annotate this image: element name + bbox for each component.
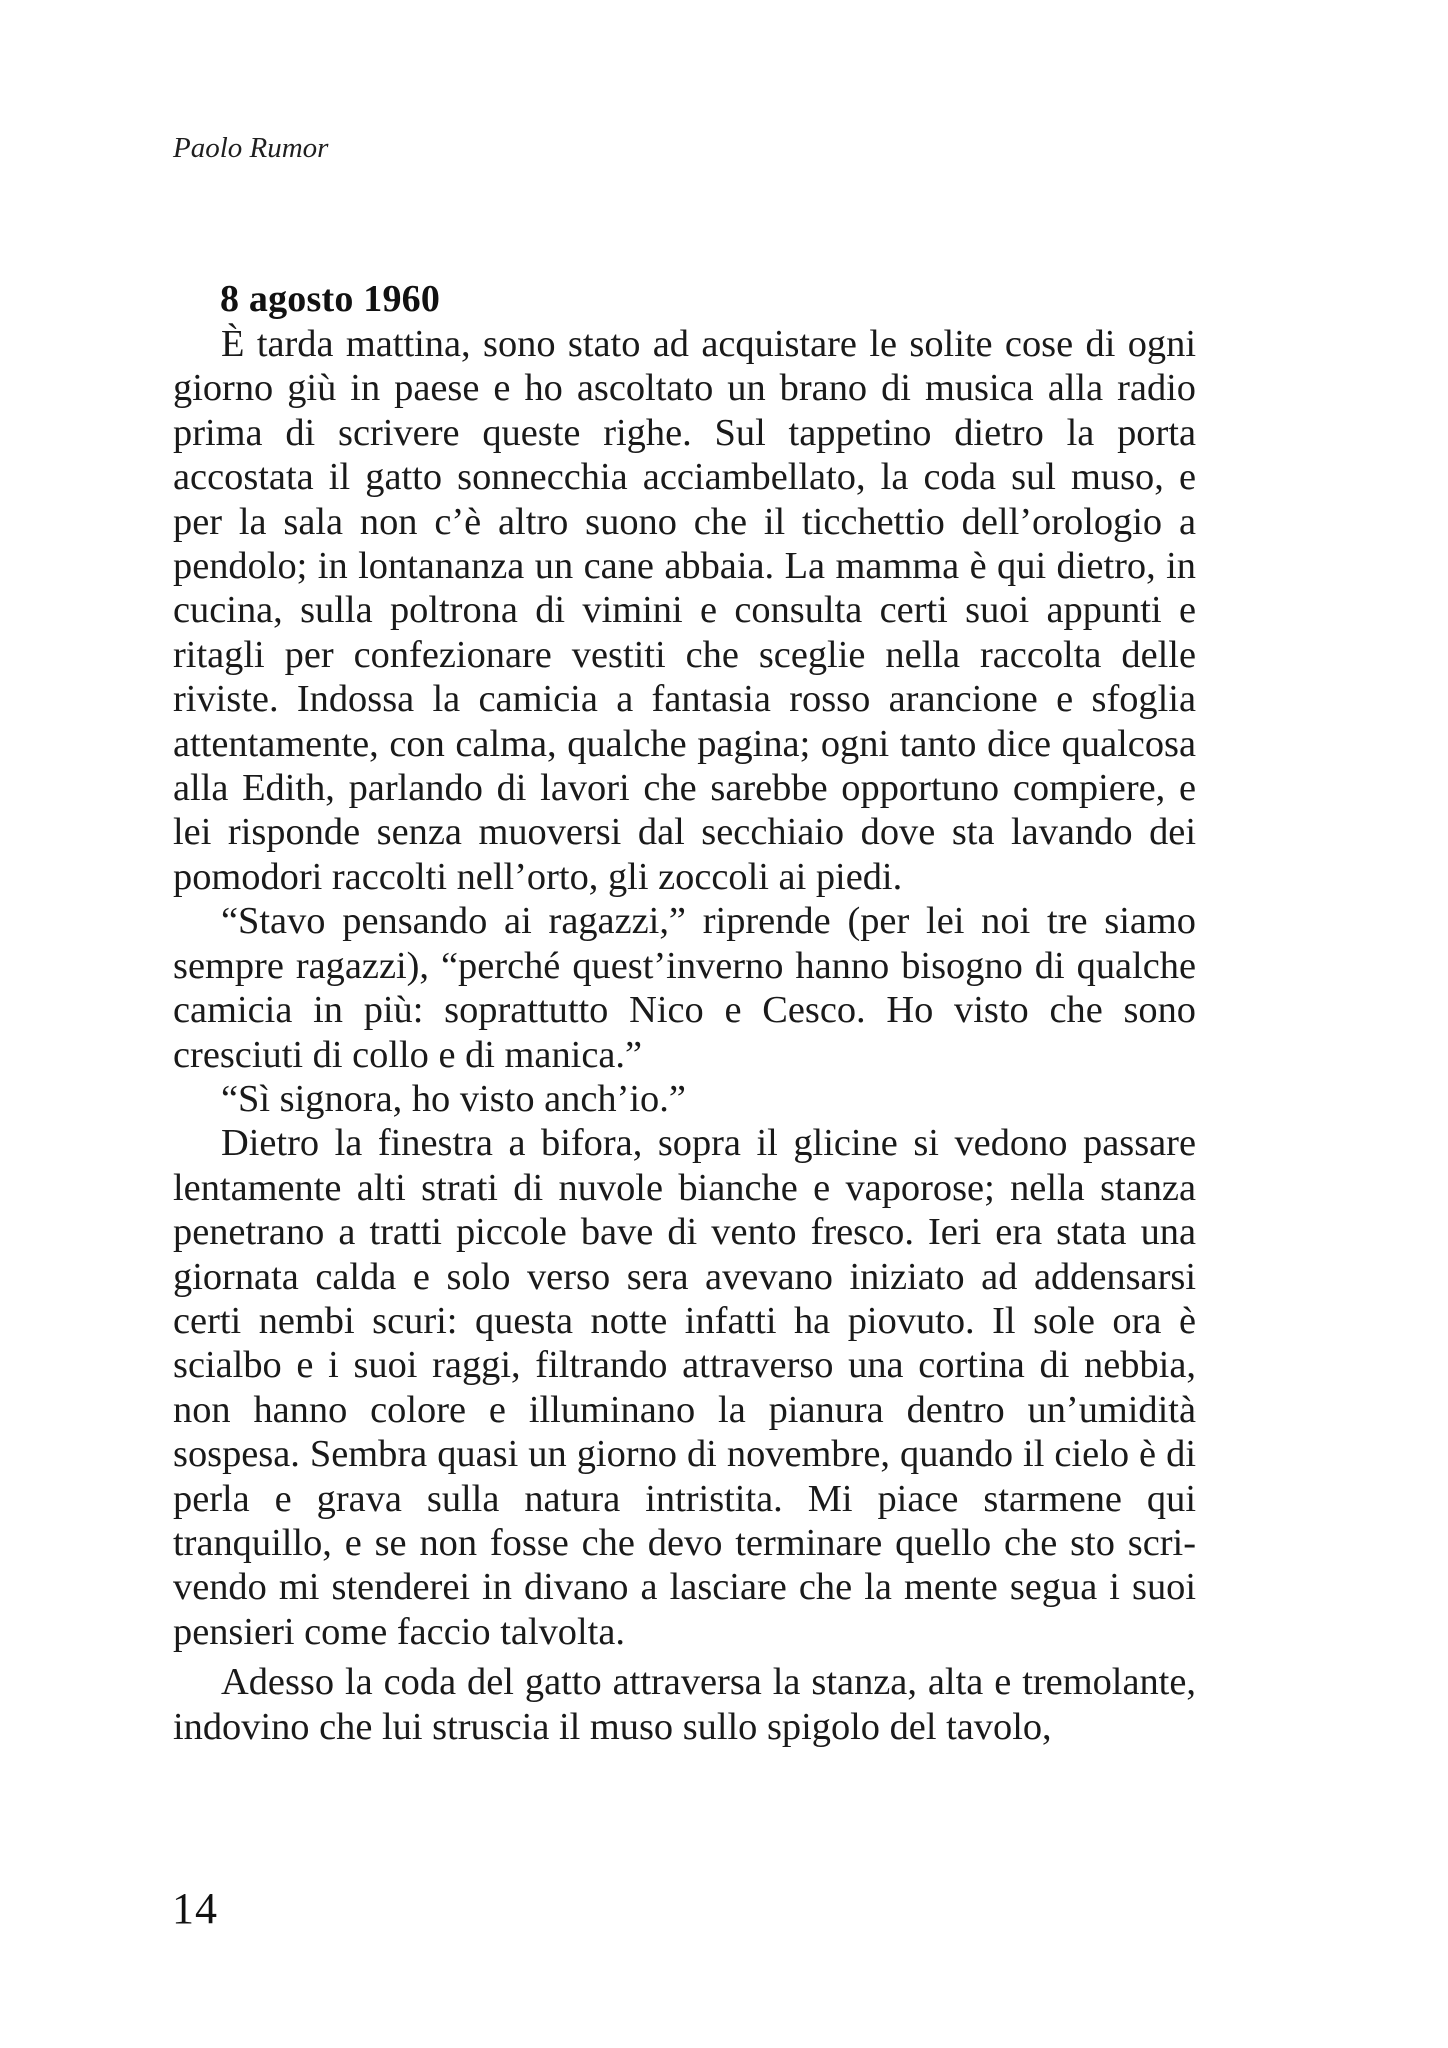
paragraph-5: Adesso la coda del gatto attraversa la stanza, alta e tremolante, indovino che lui struscia il muso sullo spigolo del tavolo, <box>173 1661 1196 1748</box>
entry-date-heading: 8 agosto 1960 <box>220 278 441 320</box>
entry-body <box>173 322 1196 1749</box>
running-head-author: Paolo Rumor <box>173 132 329 164</box>
page-number: 14 <box>172 1884 218 1933</box>
paragraph-1: È tarda mattina, sono stato ad acquistare le solite cose di ogni giorno giù in paese e ho ascoltato un brano di musica alla radio prima di scrivere queste righe. Sul tappetino dietro la porta accostata il gatto sonnecchia acciambellato, la coda sul muso, e per la sala non c’è altro suono che il ticchettio dell’orologio a pendolo; in lontananza un cane abbaia. La mamma è qui dietro, in cucina, sulla poltrona di vimini e consulta certi suoi appunti e ritagli per confezionare vestiti che sceglie nella raccolta delle riviste. Indossa la camicia a fantasia rosso arancione e sfoglia attentamente, con calma, qualche pagina; ogni tanto dice qualcosa alla Edith, parlando di lavori che sarebbe opportuno compiere, e lei risponde senza muoversi dal secchiaio dove sta lavando dei pomodori raccolti nell’orto, gli zoccoli ai piedi. <box>173 323 1196 898</box>
paragraph-4: Dietro la finestra a bifora, sopra il glicine si vedono passare lentamente alti strati di nuvole bianche e vaporose; nella stanza penetrano a tratti piccole bave di vento fresco. Ieri era stata una giornata calda e solo verso sera avevano iniziato ad addensarsi certi nembi scuri: questa notte infatti ha piovuto. Il sole ora è scialbo e i suoi raggi, filtrando attraverso una cortina di nebbia, non hanno colore e illuminano la pianura dentro un’umidità sospesa. Sembra quasi un giorno di novembre, quando il cielo è di perla e grava sulla natura intristita. Mi piace starmene qui tranquillo, e se non fosse che devo terminare quello che sto scrivendo mi stenderei in divano a lasciare che la mente segua i suoi pensieri come faccio talvolta. <box>173 1122 1196 1653</box>
paragraph-3: “Sì signora, ho visto anch’io.” <box>221 1077 686 1120</box>
paragraph-2: “Stavo pensando ai ragazzi,” riprende (per lei noi tre siamo sempre ragazzi), “perché quest’inverno hanno bisogno di qualche camicia in più: soprattutto Nico e Cesco. Ho visto che sono cresciuti di collo e di manica.” <box>173 900 1196 1076</box>
